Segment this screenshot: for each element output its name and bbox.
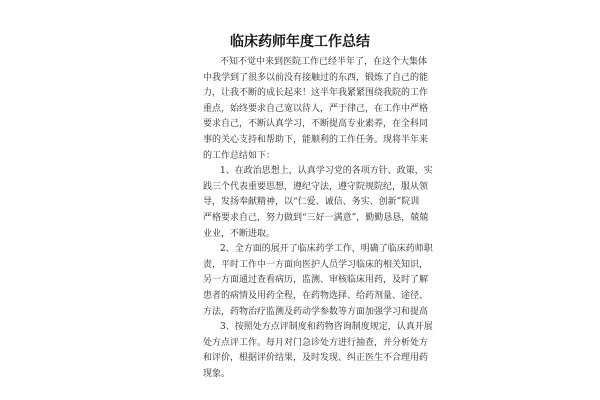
paragraph-line: 责，平时工作中一方面向医护人员学习临床的相关知识， bbox=[203, 259, 429, 270]
paragraph-line: 另一方面通过查看病历，监测、审核临床用药，及时了解 bbox=[203, 275, 429, 286]
paragraph-item-2 bbox=[203, 242, 433, 320]
paragraph-line: 患者的病情及用药全程，在药物选择、给药剂量、途径、 bbox=[203, 290, 429, 301]
paragraph-line: 中我学到了很多以前没有接触过的东西，锻炼了自己的能 bbox=[203, 72, 429, 83]
paragraph-line: 践三个代表重要思想，遵纪守法，遵守院规院纪，服从领 bbox=[203, 181, 429, 192]
paragraph-line: 和评价，根据评价结果，及时发现、纠正医生不合理用药 bbox=[203, 353, 429, 364]
document-body bbox=[203, 55, 433, 382]
paragraph-line: 不知不觉中来到医院工作已经半年了，在这个大集体 bbox=[220, 57, 428, 67]
document-title: 临床药师年度工作总结 bbox=[230, 34, 370, 50]
paragraph-line: 业业，不断进取。 bbox=[203, 228, 276, 239]
paragraph-item-3 bbox=[203, 320, 433, 382]
paragraph-line: 1、在政治思想上，认真学习党的各项方针、政策，实 bbox=[220, 166, 433, 177]
paragraph-line: 事的关心支持和帮助下，能顺利的工作任务。现将半年来 bbox=[203, 134, 429, 145]
paragraph-line: 导，发扬奉献精神，以“仁爱、诚信、务实、创新”院训 bbox=[203, 197, 420, 208]
paragraph-item-1 bbox=[203, 164, 433, 242]
paragraph-line: 3、按照处方点评制度和药物咨询制度规定，认真开展 bbox=[220, 322, 433, 333]
paragraph-line: 重点，始终要求自己宽以待人，严于律己，在工作中严格 bbox=[203, 103, 429, 114]
paragraph-line: 严格要求自己，努力做到“三好一满意”，勤勤恳恳，兢兢 bbox=[203, 212, 429, 223]
paragraph-line: 的工作总结如下： bbox=[203, 150, 276, 161]
paragraph-line: 2、全方面的展开了临床药学工作，明确了临床药师职 bbox=[220, 244, 433, 255]
paragraph-line: 方法，药物治疗监测及药动学参数等方面加强学习和提高 bbox=[203, 306, 429, 317]
paragraph-line: 力，让我不断的成长起来！这半年我紧紧围绕我院的工作 bbox=[203, 88, 429, 99]
paragraph-line: 要求自己，不断认真学习，不断提高专业素养，在全科同 bbox=[203, 119, 429, 130]
paragraph-line: 现象。 bbox=[203, 368, 231, 379]
paragraph-intro bbox=[203, 55, 429, 164]
paragraph-line: 处方点评工作。每月对门急诊处方进行抽查，并分析处方 bbox=[203, 337, 429, 348]
